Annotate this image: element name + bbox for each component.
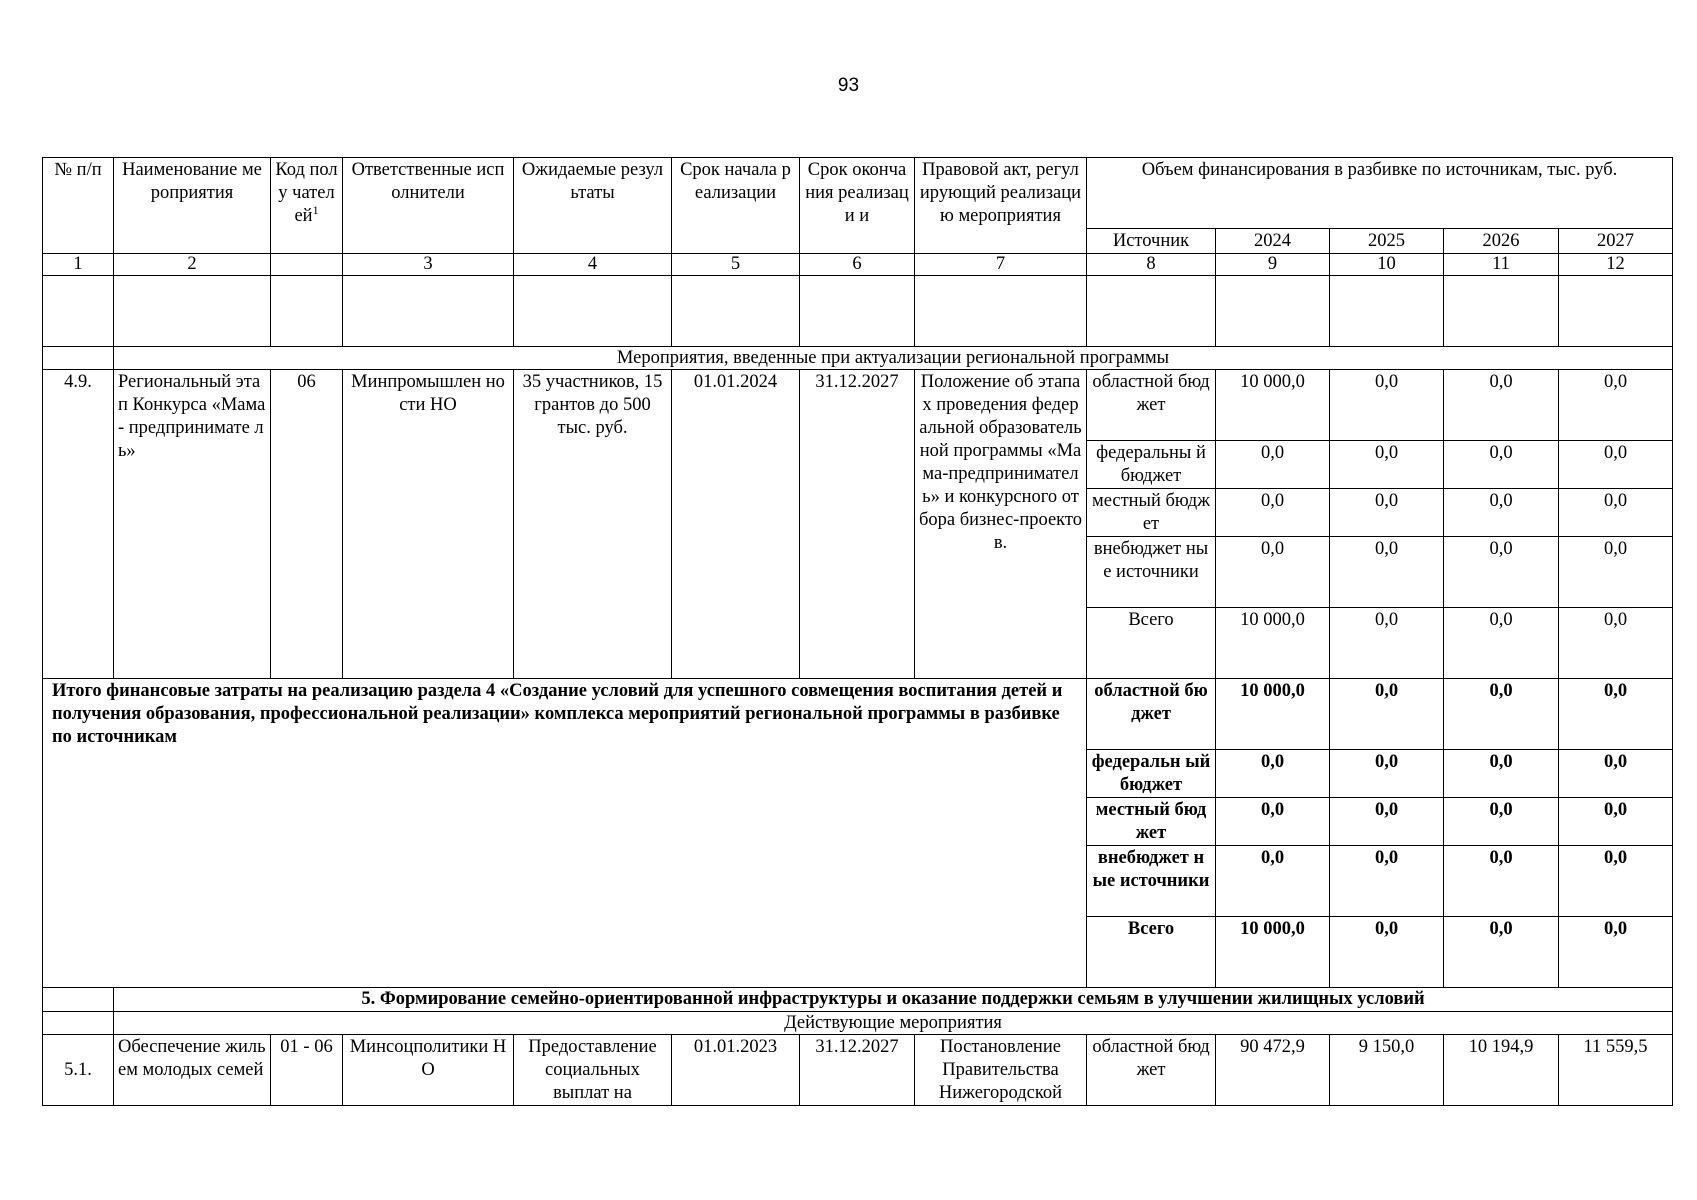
header-source: Источник xyxy=(1087,229,1216,254)
empty-cell xyxy=(43,1012,114,1035)
empty-cell xyxy=(1559,276,1673,347)
empty-cell xyxy=(1216,276,1330,347)
funding-value: 0,0 xyxy=(1216,537,1330,608)
total-source: местный бюджет xyxy=(1087,798,1216,846)
funding-value: 90 472,9 xyxy=(1216,1035,1330,1106)
total-value: 0,0 xyxy=(1216,750,1330,798)
total-value: 0,0 xyxy=(1330,679,1444,750)
funding-value: 0,0 xyxy=(1444,441,1559,489)
item-start-date: 01.01.2023 xyxy=(672,1035,800,1106)
empty-cell xyxy=(672,276,800,347)
total-source: Всего xyxy=(1087,917,1216,988)
section4-band: Мероприятия, введенные при актуализации региональной программы xyxy=(114,347,1673,370)
header-end: Срок окончания реализаци и xyxy=(800,158,915,254)
empty-cell xyxy=(1330,276,1444,347)
empty-cell xyxy=(43,347,114,370)
activities-table xyxy=(42,157,1673,1106)
header-year-2024: 2024 xyxy=(1216,229,1330,254)
funding-value: 10 000,0 xyxy=(1216,370,1330,441)
total-section4-label: Итого финансовые затраты на реализацию раздела 4 «Создание условий для успешного совмещения воспитания детей и получения образования, профессиональной реализации» комплекса мероприятий региональной программы в разбивке по источникам xyxy=(43,679,1087,988)
funding-value: 0,0 xyxy=(1330,441,1444,489)
total-value: 0,0 xyxy=(1444,846,1559,917)
total-value: 0,0 xyxy=(1444,798,1559,846)
funding-value: 11 559,5 xyxy=(1559,1035,1673,1106)
empty-cell xyxy=(1087,276,1216,347)
total-source: областной бюджет xyxy=(1087,679,1216,750)
item-4-9-row xyxy=(43,370,1673,441)
empty-cell xyxy=(514,276,672,347)
funding-value: 0,0 xyxy=(1330,537,1444,608)
item-number: 5.1. xyxy=(43,1035,114,1106)
column-number: 10 xyxy=(1330,254,1444,276)
column-number xyxy=(271,254,343,276)
empty-cell xyxy=(43,988,114,1012)
header-act: Правовой акт, регулирующий реализацию мероприятия xyxy=(915,158,1087,254)
funding-value: 0,0 xyxy=(1559,370,1673,441)
total-value: 0,0 xyxy=(1559,846,1673,917)
column-number: 4 xyxy=(514,254,672,276)
total-value: 0,0 xyxy=(1444,917,1559,988)
funding-value: 10 194,9 xyxy=(1444,1035,1559,1106)
total-value: 0,0 xyxy=(1330,750,1444,798)
header-start: Срок начала реализации xyxy=(672,158,800,254)
item-name: Обеспечение жильем молодых семей xyxy=(114,1035,271,1106)
header-code xyxy=(271,158,343,254)
item-end-date: 31.12.2027 xyxy=(800,370,915,679)
item-5-1-row xyxy=(43,1035,1673,1106)
total-value: 0,0 xyxy=(1216,798,1330,846)
total-value: 0,0 xyxy=(1559,750,1673,798)
empty-cell xyxy=(114,276,271,347)
item-end-date: 31.12.2027 xyxy=(800,1035,915,1106)
funding-source: областной бюджет xyxy=(1087,1035,1216,1106)
column-numbers-row xyxy=(43,254,1673,276)
funding-value: 0,0 xyxy=(1559,608,1673,679)
total-value: 0,0 xyxy=(1216,846,1330,917)
header-row xyxy=(43,158,1673,229)
total-value: 0,0 xyxy=(1559,679,1673,750)
column-number: 12 xyxy=(1559,254,1673,276)
header-results: Ожидаемые результаты xyxy=(514,158,672,254)
item-legal-act: Постановление Правительства Нижегородской xyxy=(915,1035,1087,1106)
item-code: 01 - 06 xyxy=(271,1035,343,1106)
empty-cell xyxy=(1444,276,1559,347)
header-name: Наименование мероприятия xyxy=(114,158,271,254)
funding-value: 10 000,0 xyxy=(1216,608,1330,679)
header-no: № п/п xyxy=(43,158,114,254)
funding-value: 0,0 xyxy=(1444,489,1559,537)
total-value: 0,0 xyxy=(1559,917,1673,988)
funding-value: 0,0 xyxy=(1559,441,1673,489)
total-source: федеральн ый бюджет xyxy=(1087,750,1216,798)
item-number: 4.9. xyxy=(43,370,114,679)
funding-value: 0,0 xyxy=(1559,537,1673,608)
total-value: 0,0 xyxy=(1330,798,1444,846)
section5-title: 5. Формирование семейно-ориентированной инфраструктуры и оказание поддержки семьям в улучшении жилищных условий xyxy=(114,988,1673,1012)
column-number: 7 xyxy=(915,254,1087,276)
column-number: 2 xyxy=(114,254,271,276)
funding-value: 0,0 xyxy=(1330,489,1444,537)
total-section4-row xyxy=(43,679,1673,750)
column-number: 1 xyxy=(43,254,114,276)
item-responsible: Минпромышлен ности НО xyxy=(343,370,514,679)
funding-source: Всего xyxy=(1087,608,1216,679)
funding-source: областной бюджет xyxy=(1087,370,1216,441)
empty-cell xyxy=(915,276,1087,347)
header-year-2027: 2027 xyxy=(1559,229,1673,254)
funding-value: 0,0 xyxy=(1216,489,1330,537)
funding-value: 0,0 xyxy=(1559,489,1673,537)
header-year-2026: 2026 xyxy=(1444,229,1559,254)
section5-title-row xyxy=(43,988,1673,1012)
header-responsible: Ответственные исполнители xyxy=(343,158,514,254)
empty-row xyxy=(43,276,1673,347)
column-number: 3 xyxy=(343,254,514,276)
column-number: 6 xyxy=(800,254,915,276)
item-results: 35 участников, 15 грантов до 500 тыс. руб. xyxy=(514,370,672,679)
total-value: 10 000,0 xyxy=(1216,917,1330,988)
total-value: 10 000,0 xyxy=(1216,679,1330,750)
item-legal-act: Положение об этапах проведения федеральной образовательной программы «Мама-предпринимател ь» и конкурсного отбора бизнес-проектов. xyxy=(915,370,1087,679)
funding-value: 0,0 xyxy=(1330,608,1444,679)
funding-source: федеральны й бюджет xyxy=(1087,441,1216,489)
funding-value: 9 150,0 xyxy=(1330,1035,1444,1106)
total-value: 0,0 xyxy=(1444,750,1559,798)
item-responsible: Минсоцполитики НО xyxy=(343,1035,514,1106)
funding-value: 0,0 xyxy=(1216,441,1330,489)
empty-cell xyxy=(43,276,114,347)
funding-value: 0,0 xyxy=(1444,608,1559,679)
item-name: Региональный этап Конкурса «Мама - предпринимате ль» xyxy=(114,370,271,679)
section4-band-row xyxy=(43,347,1673,370)
total-source: внебюджет ные источники xyxy=(1087,846,1216,917)
item-code: 06 xyxy=(271,370,343,679)
total-value: 0,0 xyxy=(1330,917,1444,988)
empty-cell xyxy=(800,276,915,347)
header-code-label: Код полу чател ей xyxy=(275,160,338,226)
empty-cell xyxy=(343,276,514,347)
page-number: 93 xyxy=(837,75,860,96)
total-value: 0,0 xyxy=(1444,679,1559,750)
funding-value: 0,0 xyxy=(1444,370,1559,441)
total-value: 0,0 xyxy=(1559,798,1673,846)
column-number: 9 xyxy=(1216,254,1330,276)
funding-source: внебюджет ные источники xyxy=(1087,537,1216,608)
funding-value: 0,0 xyxy=(1444,537,1559,608)
section5-subtitle-row xyxy=(43,1012,1673,1035)
column-number: 8 xyxy=(1087,254,1216,276)
header-code-footnote: 1 xyxy=(312,202,319,217)
funding-value: 0,0 xyxy=(1330,370,1444,441)
header-funding: Объем финансирования в разбивке по источникам, тыс. руб. xyxy=(1087,158,1673,229)
empty-cell xyxy=(271,276,343,347)
funding-source: местный бюджет xyxy=(1087,489,1216,537)
total-value: 0,0 xyxy=(1330,846,1444,917)
column-number: 11 xyxy=(1444,254,1559,276)
section5-subtitle: Действующие мероприятия xyxy=(114,1012,1673,1035)
item-results: Предоставление социальных выплат на xyxy=(514,1035,672,1106)
item-start-date: 01.01.2024 xyxy=(672,370,800,679)
column-number: 5 xyxy=(672,254,800,276)
header-year-2025: 2025 xyxy=(1330,229,1444,254)
